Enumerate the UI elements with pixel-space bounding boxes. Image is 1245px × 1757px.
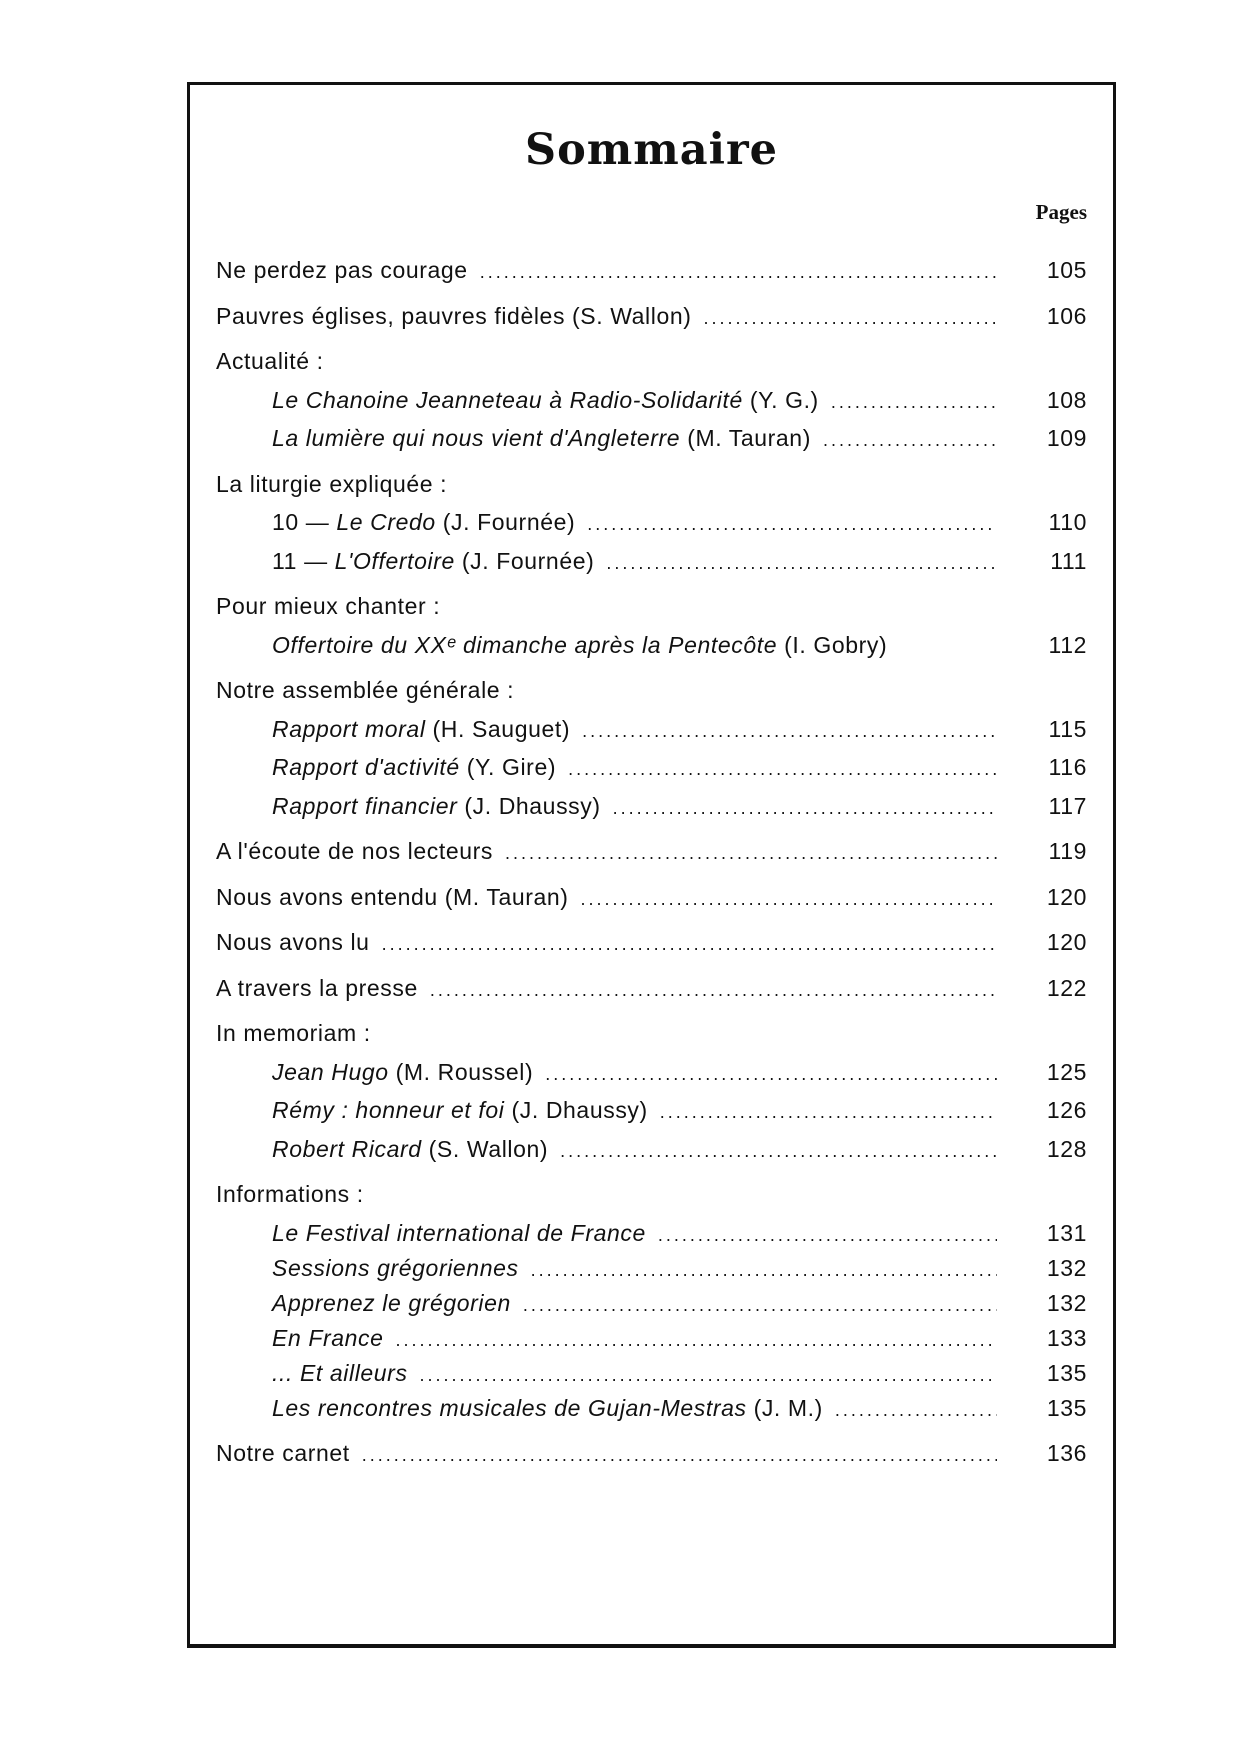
toc-entry[interactable] [216,1095,1087,1125]
page-number: 106 [1046,302,1087,329]
dot-leader [568,754,997,784]
section-heading: Notre assemblée générale : [216,677,515,703]
entry-title [216,1438,350,1468]
entry-title [216,882,569,912]
dot-leader [362,1440,997,1470]
toc-entry[interactable] [216,1218,1087,1248]
table-of-contents [216,255,1087,1468]
toc-entry[interactable] [216,423,1087,453]
toc-entry[interactable] [216,385,1087,415]
dot-leader [835,1395,997,1425]
entry-author-or-title: (J. Fournée) [454,547,595,574]
dot-leader [420,1360,997,1390]
dot-leader [523,1290,997,1320]
entry-author-or-title: (J. M.) [746,1394,823,1421]
entry-author-or-title: (J. Dhaussy) [504,1097,648,1123]
entry-author-or-title: Ne perdez pas courage [216,257,468,283]
page-number: 133 [1046,1324,1087,1351]
page-number: 132 [1046,1289,1087,1316]
dot-leader [831,387,997,417]
entry-italic-title: Sessions grégoriennes [272,1254,519,1281]
dot-leader [505,838,997,868]
entry-italic-title: Rapport moral [272,715,426,742]
toc-entry[interactable] [216,1288,1087,1318]
entry-author-or-title: (I. Gobry) [777,631,888,658]
entry-author-or-title: (J. Fournée) [435,509,576,535]
entry-italic-title: ... Et ailleurs [272,1359,408,1386]
page-number: 132 [1046,1254,1087,1281]
entry-italic-title: Rapport financier [272,792,458,819]
toc-entry[interactable] [216,927,1087,957]
entry-title [272,1358,408,1388]
page-number: 128 [1046,1135,1087,1162]
dot-leader [480,257,997,287]
toc-entry[interactable] [216,255,1087,285]
entry-author-or-title: Nous avons entendu (M. Tauran) [216,883,569,910]
entry-italic-title: Offertoire du XXᵉ dimanche après la Pentecôte [272,631,778,658]
page-number: 116 [1048,754,1087,780]
page-number: 105 [1046,257,1087,283]
entry-title [272,1218,646,1248]
entry-author-or-title: (Y. Gire) [459,754,557,780]
entry-title [272,507,575,537]
entry-author-or-title: (Y. G.) [742,386,819,413]
page-number: 131 [1046,1219,1087,1246]
page-number: 108 [1046,386,1087,413]
entry-title [272,546,594,576]
section-heading: Pour mieux chanter : [216,593,441,619]
dot-leader [582,716,997,746]
entry-title [272,1323,384,1353]
entry-author-or-title: (M. Tauran) [680,425,811,451]
section-heading: Informations : [216,1181,364,1207]
dot-leader [396,1325,997,1355]
entry-title [216,973,418,1003]
entry-number: 11 — [272,547,335,574]
section-heading: Actualité : [216,348,324,374]
toc-entry[interactable] [216,1438,1087,1468]
entry-italic-title: Le Festival international de France [272,1219,646,1246]
dot-leader [606,548,997,578]
dot-leader [704,303,997,333]
page-number: 125 [1046,1058,1087,1085]
dot-leader [545,1059,997,1089]
entry-italic-title: Rémy : honneur et foi [272,1097,505,1123]
entry-number: 10 — [272,509,337,535]
toc-entry[interactable] [216,882,1087,912]
toc-entry[interactable] [216,1134,1087,1164]
dot-leader [823,425,997,455]
dot-leader [581,884,997,914]
entry-title [216,255,468,285]
entry-author-or-title: A travers la presse [216,974,418,1001]
entry-italic-title: Rapport d'activité [272,754,460,780]
entry-italic-title: Jean Hugo [272,1058,389,1085]
page-number: 112 [1048,631,1087,658]
toc-entry[interactable] [216,630,1087,660]
page-number: 122 [1046,974,1087,1001]
entry-title [272,1095,648,1125]
toc-entry[interactable] [216,546,1087,576]
page-number: 120 [1046,929,1087,955]
dot-leader [382,929,997,959]
page-number: 117 [1048,792,1087,819]
page-number: 110 [1048,509,1087,535]
toc-entry[interactable] [216,507,1087,537]
entry-title [272,752,556,782]
entry-title [272,630,887,660]
entry-italic-title: La lumière qui nous vient d'Angleterre [272,425,681,451]
entry-title [272,1288,511,1318]
page-number: 115 [1048,715,1087,742]
section-heading: La liturgie expliquée : [216,470,448,497]
entry-author-or-title: (H. Sauguet) [425,715,571,742]
dot-leader [660,1097,997,1127]
toc-entry[interactable] [216,752,1087,782]
page-number: 135 [1046,1394,1087,1421]
toc-entry[interactable] [216,1057,1087,1087]
page-number: 120 [1046,883,1087,910]
page-number: 135 [1046,1359,1087,1386]
dot-leader [430,975,997,1005]
entry-title [272,385,819,415]
page-title: Sommaire [525,125,778,175]
dot-leader [658,1220,997,1250]
toc-entry[interactable] [216,1393,1087,1423]
entry-author-or-title: Notre carnet [216,1440,350,1466]
entry-author-or-title: (M. Roussel) [388,1058,534,1085]
entry-italic-title: Apprenez le grégorien [272,1289,511,1316]
section-heading: In memoriam : [216,1020,371,1046]
entry-title [216,927,370,957]
entry-italic-title: Les rencontres musicales de Gujan-Mestras [272,1394,747,1421]
entry-title [216,836,493,866]
toc-entry[interactable] [216,714,1087,744]
toc-entry[interactable] [216,301,1087,331]
entry-italic-title: Le Credo [336,509,436,535]
dot-leader [560,1136,997,1166]
entry-italic-title: Le Chanoine Jeanneteau à Radio-Solidarité [272,386,743,413]
dot-leader [587,509,997,539]
toc-entry[interactable] [216,836,1087,866]
entry-title [272,1393,823,1423]
page-number: 111 [1050,547,1087,574]
dot-leader [613,793,997,823]
entry-title [272,791,601,821]
toc-entry[interactable] [216,1323,1087,1353]
entry-italic-title: En France [272,1324,384,1351]
entry-author-or-title: Nous avons lu [216,929,370,955]
entry-italic-title: L'Offertoire [334,547,455,574]
page-number: 109 [1046,425,1087,451]
toc-entry[interactable] [216,1358,1087,1388]
page-number: 119 [1048,838,1087,864]
entry-title [272,714,570,744]
entry-title [272,1134,548,1164]
entry-title [272,423,811,453]
contents-frame [187,82,1116,1648]
toc-entry[interactable] [216,791,1087,821]
toc-entry[interactable] [216,973,1087,1003]
entry-title [272,1057,533,1087]
entry-italic-title: Robert Ricard [272,1135,422,1162]
dot-leader [531,1255,997,1285]
pages-column-header: Pages [1035,200,1087,224]
entry-author-or-title: (S. Wallon) [421,1135,549,1162]
toc-entry[interactable] [216,1253,1087,1283]
page-number: 136 [1046,1440,1087,1466]
entry-author-or-title: Pauvres églises, pauvres fidèles (S. Wallon) [216,302,692,329]
entry-author-or-title: (J. Dhaussy) [457,792,601,819]
entry-author-or-title: A l'écoute de nos lecteurs [216,838,493,864]
page-number: 126 [1046,1097,1087,1123]
entry-title [216,301,692,331]
entry-title [272,1253,519,1283]
